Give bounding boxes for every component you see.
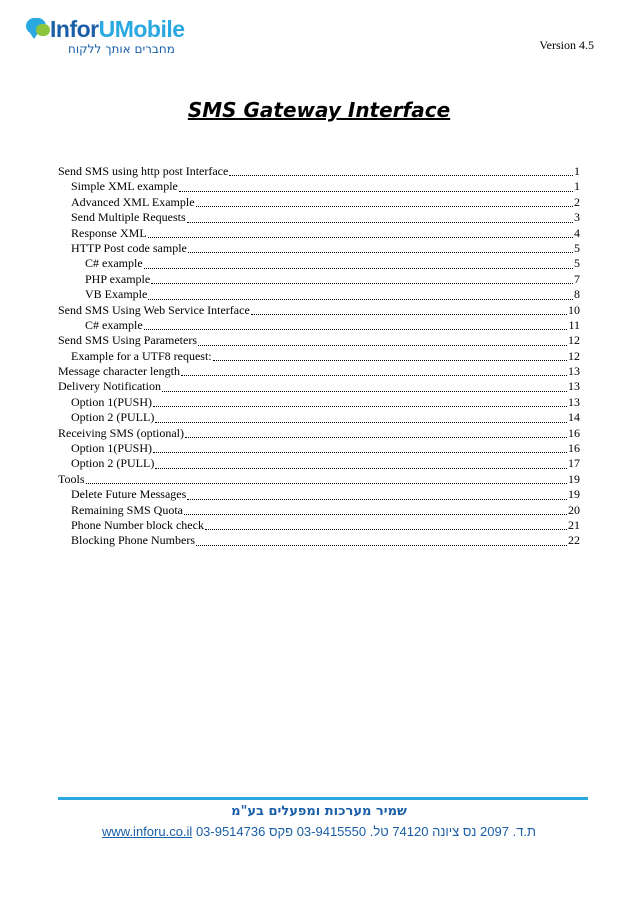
toc-entry-label: Advanced XML Example bbox=[71, 194, 195, 209]
toc-entry-page: 5 bbox=[574, 256, 580, 271]
toc-leader-dots bbox=[198, 336, 567, 346]
toc-leader-dots bbox=[184, 505, 567, 515]
toc-entry-label: Option 2 (PULL) bbox=[71, 456, 155, 471]
toc-entry-label: Simple XML example bbox=[71, 179, 178, 194]
toc-entry[interactable] bbox=[58, 364, 580, 379]
toc-entry-label: Send SMS using http post Interface bbox=[58, 164, 229, 178]
toc-entry-page: 21 bbox=[568, 517, 580, 532]
toc-entry-page: 3 bbox=[574, 210, 580, 225]
toc-leader-dots bbox=[148, 228, 573, 238]
toc-entry-label: Response XML bbox=[71, 225, 147, 240]
toc-entry[interactable] bbox=[58, 272, 580, 287]
toc-entry-page: 14 bbox=[568, 410, 580, 425]
toc-entry-page: 19 bbox=[568, 487, 580, 502]
toc-entry-page: 13 bbox=[568, 379, 580, 394]
toc-entry-page: 11 bbox=[568, 317, 580, 332]
toc-leader-dots bbox=[187, 213, 573, 223]
toc-entry[interactable] bbox=[58, 210, 580, 225]
toc-entry[interactable] bbox=[58, 395, 580, 410]
toc-entry[interactable] bbox=[58, 410, 580, 425]
toc-entry-page: 19 bbox=[568, 471, 580, 486]
toc-entry[interactable] bbox=[58, 287, 580, 302]
toc-entry-page: 1 bbox=[574, 164, 580, 178]
toc-entry-label: Tools bbox=[58, 471, 85, 486]
document-title: SMS Gateway Interface bbox=[187, 98, 451, 122]
footer-website-link[interactable]: www.inforu.co.il bbox=[102, 824, 193, 839]
toc-entry-label: Message character length bbox=[58, 364, 180, 379]
toc-entry-label: Example for a UTF8 request: bbox=[71, 348, 212, 363]
table-of-contents bbox=[58, 164, 580, 549]
footer-address: ת.ד. 2097 נס ציונה 74120 טל. 03-9415550 פקס 03-9514736 bbox=[195, 824, 536, 839]
footer-company-name: שמיר מערכות ומפעלים בע"מ bbox=[231, 804, 407, 819]
toc-leader-dots bbox=[205, 520, 567, 530]
toc-leader-dots bbox=[196, 197, 573, 207]
toc-entry-page: 10 bbox=[568, 302, 580, 317]
toc-entry-label: Option 2 (PULL) bbox=[71, 410, 155, 425]
toc-entry[interactable] bbox=[58, 195, 580, 210]
version-label: Version 4.5 bbox=[539, 38, 594, 52]
toc-entry-label: C# example bbox=[85, 317, 143, 332]
toc-leader-dots bbox=[188, 243, 573, 253]
toc-entry-page: 12 bbox=[568, 348, 580, 363]
toc-leader-dots bbox=[196, 536, 567, 546]
brand-part1: Infor bbox=[50, 16, 99, 42]
toc-entry[interactable] bbox=[58, 318, 580, 333]
toc-entry[interactable] bbox=[58, 426, 580, 441]
toc-leader-dots bbox=[229, 166, 573, 176]
toc-entry-label: Delivery Notification bbox=[58, 379, 161, 394]
toc-leader-dots bbox=[213, 351, 567, 361]
toc-entry[interactable] bbox=[58, 379, 580, 394]
toc-entry-label: VB Example bbox=[85, 287, 148, 302]
toc-leader-dots bbox=[153, 397, 567, 407]
toc-entry[interactable] bbox=[58, 241, 580, 256]
toc-entry-label: Receiving SMS (optional) bbox=[58, 425, 184, 440]
toc-leader-dots bbox=[162, 382, 567, 392]
toc-entry-page: 20 bbox=[568, 502, 580, 517]
company-logo bbox=[22, 14, 185, 60]
brand-tagline: מחברים אותך ללקוח bbox=[68, 42, 175, 56]
toc-entry-label: Delete Future Messages bbox=[71, 487, 187, 502]
toc-entry-label: Send SMS Using Web Service Interface bbox=[58, 302, 250, 317]
toc-entry-page: 16 bbox=[568, 425, 580, 440]
toc-entry-label: C# example bbox=[85, 256, 143, 271]
toc-entry[interactable] bbox=[58, 533, 580, 548]
toc-entry-page: 4 bbox=[574, 225, 580, 240]
toc-entry-label: PHP example bbox=[85, 271, 151, 286]
toc-entry-label: HTTP Post code sample bbox=[71, 240, 187, 255]
toc-leader-dots bbox=[155, 413, 567, 423]
footer-divider bbox=[58, 797, 588, 800]
brand-part2: UMobile bbox=[98, 16, 185, 42]
toc-entry[interactable] bbox=[58, 333, 580, 348]
toc-entry-label: Option 1(PUSH) bbox=[71, 394, 153, 409]
toc-entry[interactable] bbox=[58, 518, 580, 533]
toc-entry-label: Blocking Phone Numbers bbox=[71, 533, 195, 548]
toc-entry-label: Remaining SMS Quota bbox=[71, 502, 184, 517]
toc-leader-dots bbox=[148, 290, 573, 300]
toc-leader-dots bbox=[153, 443, 567, 453]
toc-entry[interactable] bbox=[58, 441, 580, 456]
toc-entry-page: 22 bbox=[568, 533, 580, 548]
toc-leader-dots bbox=[187, 490, 567, 500]
footer-contact bbox=[0, 824, 638, 839]
toc-leader-dots bbox=[155, 459, 567, 469]
toc-entry[interactable] bbox=[58, 456, 580, 471]
chat-bubble-small-icon bbox=[36, 24, 50, 36]
toc-entry-page: 5 bbox=[574, 240, 580, 255]
toc-entry-page: 12 bbox=[568, 333, 580, 348]
toc-entry-page: 13 bbox=[568, 364, 580, 379]
toc-entry-page: 7 bbox=[574, 271, 580, 286]
toc-entry-page: 17 bbox=[568, 456, 580, 471]
toc-entry[interactable] bbox=[58, 349, 580, 364]
toc-entry-page: 13 bbox=[568, 394, 580, 409]
toc-entry[interactable] bbox=[58, 303, 580, 318]
toc-entry-label: Phone Number block check bbox=[71, 517, 204, 532]
toc-entry-label: Send SMS Using Parameters bbox=[58, 333, 197, 348]
toc-leader-dots bbox=[185, 428, 567, 438]
toc-leader-dots bbox=[181, 366, 567, 376]
toc-entry[interactable] bbox=[58, 226, 580, 241]
toc-entry-page: 16 bbox=[568, 441, 580, 456]
toc-leader-dots bbox=[144, 320, 568, 330]
toc-entry-page: 2 bbox=[574, 194, 580, 209]
brand-name bbox=[50, 16, 185, 43]
toc-leader-dots bbox=[251, 305, 567, 315]
toc-entry-page: 1 bbox=[574, 179, 580, 194]
toc-entry[interactable] bbox=[58, 487, 580, 502]
toc-leader-dots bbox=[151, 274, 573, 284]
toc-entry-label: Send Multiple Requests bbox=[71, 210, 186, 225]
toc-leader-dots bbox=[144, 259, 573, 269]
toc-entry[interactable] bbox=[58, 164, 580, 179]
toc-entry-label: Option 1(PUSH) bbox=[71, 441, 153, 456]
toc-entry[interactable] bbox=[58, 179, 580, 194]
toc-entry[interactable] bbox=[58, 503, 580, 518]
toc-entry-page: 8 bbox=[574, 287, 580, 302]
toc-leader-dots bbox=[86, 474, 568, 484]
toc-entry[interactable] bbox=[58, 472, 580, 487]
toc-leader-dots bbox=[179, 182, 573, 192]
toc-entry[interactable] bbox=[58, 256, 580, 271]
